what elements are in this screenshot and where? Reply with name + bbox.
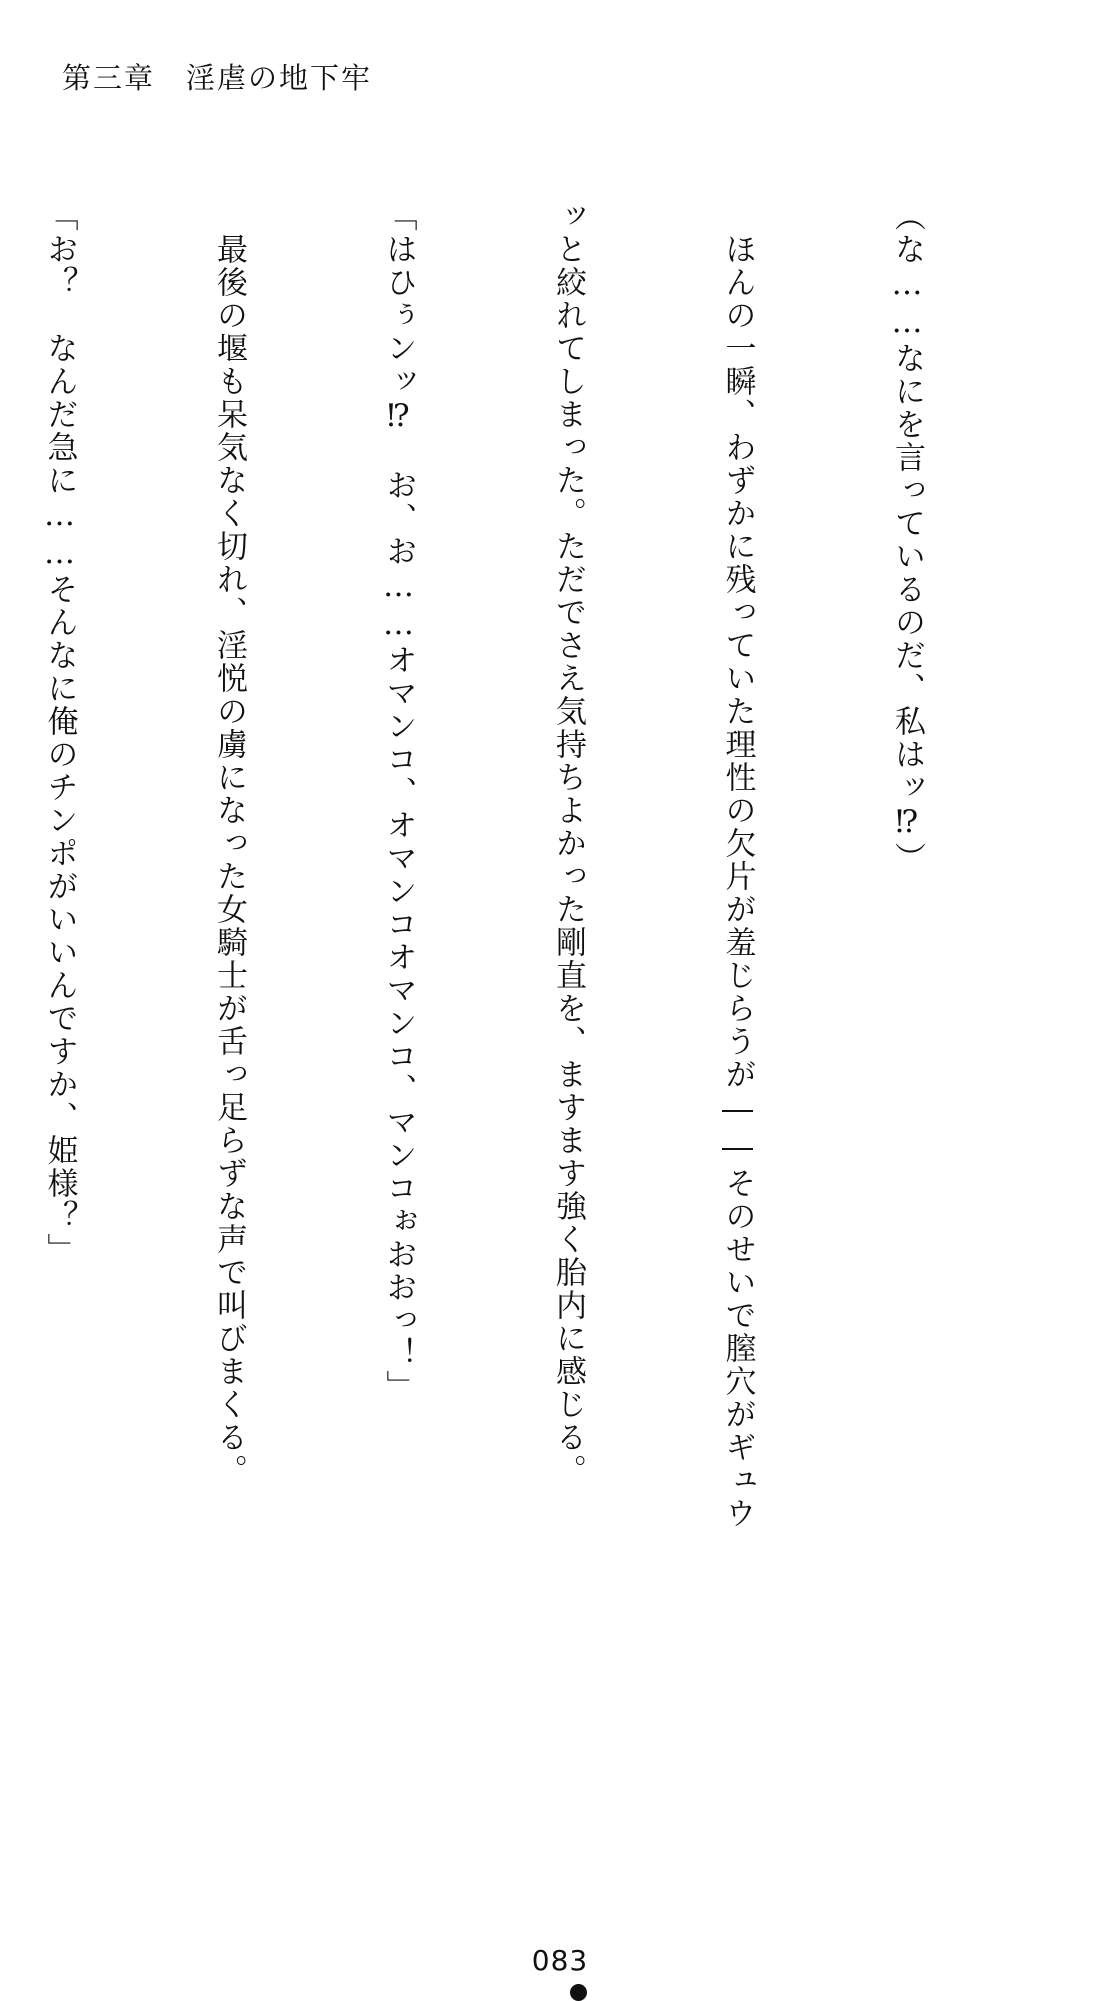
text-line: 「お？ なんだ急に……そんなに俺のチンポがいいんですか、姫様？」	[41, 200, 78, 1266]
page-marker-dot	[570, 1984, 587, 2001]
text-line: 「はひぅンッ⁉ お、お……オマンコ、オマンコオマンコ、マンコぉおおっ！」	[380, 200, 417, 1403]
novel-body-text	[0, 200, 1048, 1620]
running-head: 第三章 淫虐の地下牢	[62, 61, 373, 95]
text-line: 最後の堰も呆気なく切れ、淫悦の虜になった女騎士が舌っ足らずな声で叫びまくる。	[211, 200, 247, 1487]
text-line: ッと絞れてしまった。ただでさえ気持ちよかった剛直を、ますます強く胎内に感じる。	[550, 200, 586, 1487]
text-line: ほんの一瞬、わずかに残っていた理性の欠片が羞じらうが――そのせいで膣穴がギュウ	[719, 200, 756, 1530]
page-number: 083	[531, 1944, 589, 1977]
text-line: （な……なにを言っているのだ、私はッ⁉）	[889, 200, 925, 875]
